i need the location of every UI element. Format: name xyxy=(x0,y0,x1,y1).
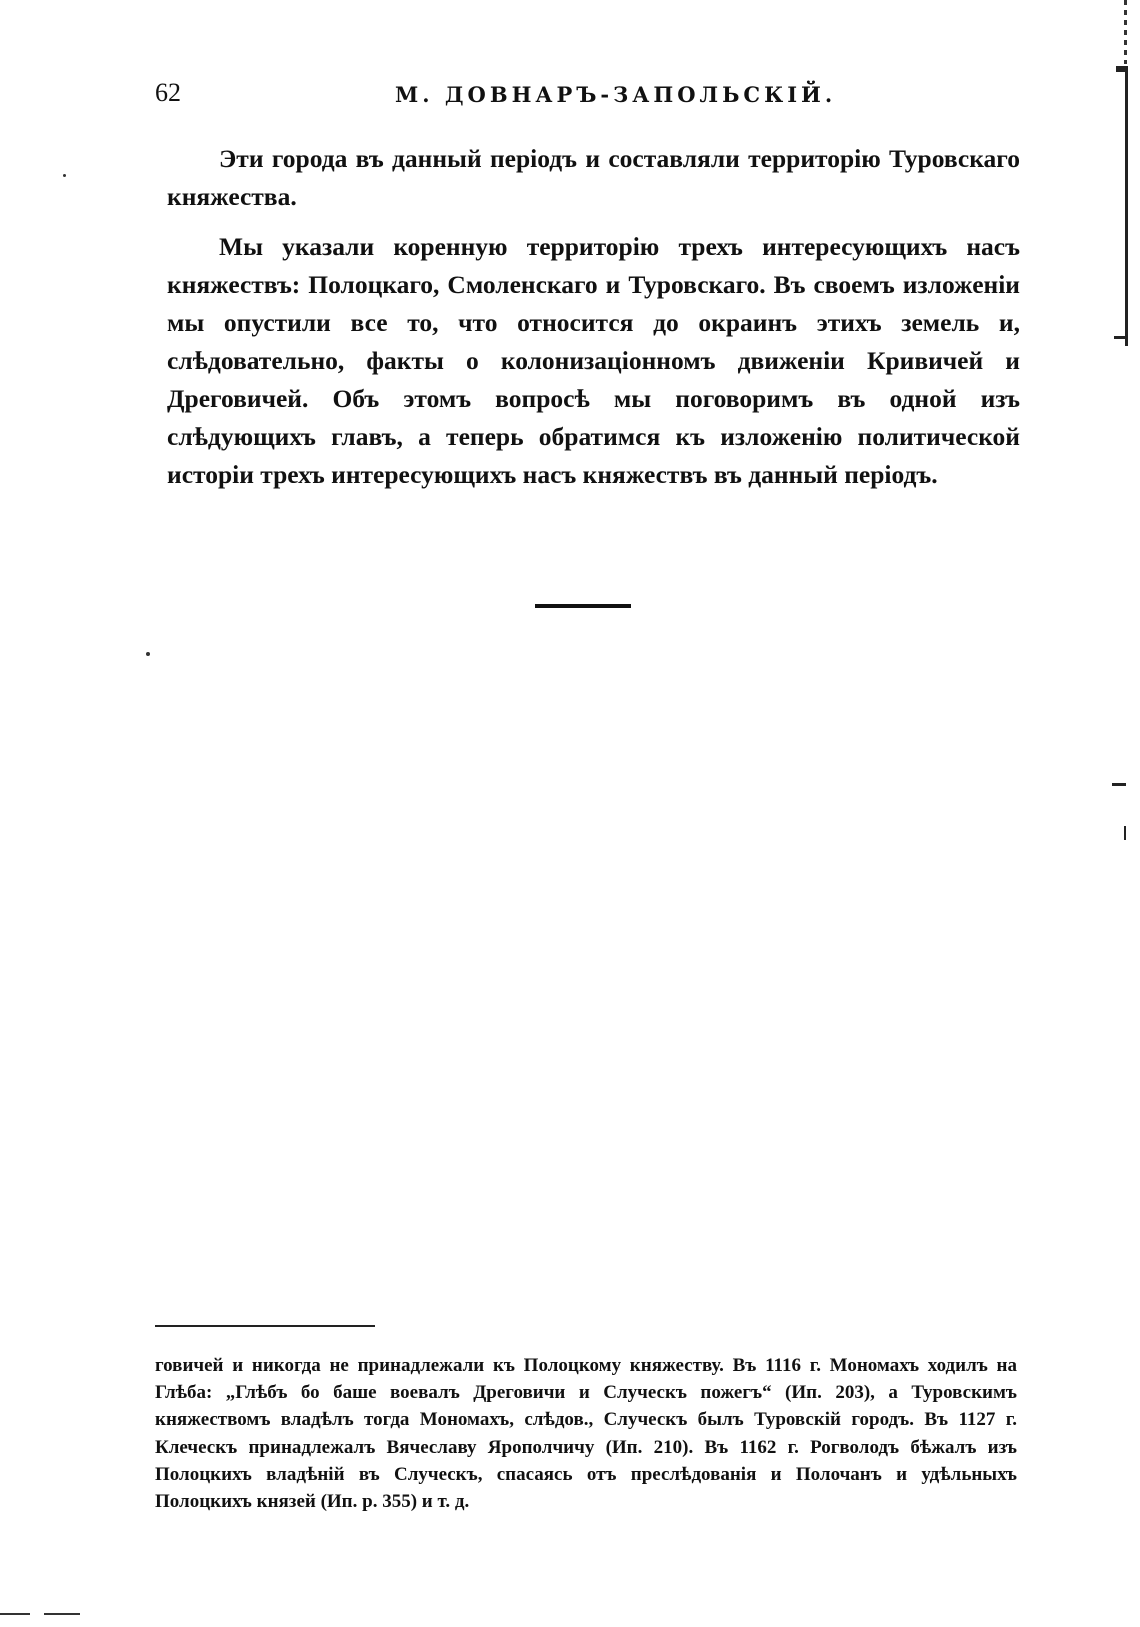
page-number: 62 xyxy=(155,78,181,107)
section-divider xyxy=(535,604,631,608)
scan-binding-tick-bottom xyxy=(1124,826,1126,840)
scan-binding-tick-low xyxy=(1112,783,1126,786)
paragraph-1: Эти города въ данный періодъ и составляли территорію Туровскаго княжества. xyxy=(167,144,1020,211)
scan-binding-line xyxy=(1125,66,1128,346)
page-header xyxy=(155,78,1015,114)
main-text xyxy=(167,140,1020,494)
footnote: говичей и никогда не принадлежали къ Полоцкому княжеству. Въ 1116 г. Мономахъ ходилъ на Глѣба: „Глѣбъ бо баше воевалъ Дреговичи и Случескъ пожегъ“ (Ип. 203), а Туровскимъ княжествомъ владѣлъ тогда Мономахъ, слѣдов., Случескъ былъ Туровскій городъ. Въ 1127 г. Клеческъ принадлежалъ Вячеславу Ярополчичу (Ип. 210). Въ 1162 г. Рогволодъ бѣжалъ изъ Полоцкихъ владѣній въ Случескъ, спасаясь отъ преслѣдованія и Полочанъ и удѣльныхъ Полоцкихъ князей (Ип. р. 355) и т. д. xyxy=(155,1355,1017,1513)
scan-stray-dot-1 xyxy=(63,174,66,177)
scan-binding-dots xyxy=(1124,0,1127,64)
paragraph-2: Мы указали коренную территорію трехъ интересующихъ насъ княжествъ: Полоцкаго, Смоленскаго и Туровскаго. Въ своемъ изложеніи мы опустили все то, что относится до окраинъ этихъ земель и, слѣдовательно, факты о колонизаціонномъ движеніи Кривичей и Дреговичей. Объ этомъ вопросѣ мы поговоримъ въ одной изъ слѣдующихъ главъ, а теперь обратимся къ изложенію политической исторіи трехъ интересующихъ насъ княжествъ въ данный періодъ. xyxy=(167,232,1020,489)
footnote-separator xyxy=(155,1325,375,1327)
scan-corner-mark xyxy=(0,1613,80,1615)
scan-binding-tick-top xyxy=(1116,66,1126,72)
scan-stray-dot-2 xyxy=(146,652,150,656)
running-title: М. ДОВНАРЪ-ЗАПОЛЬСКІЙ. xyxy=(395,82,837,107)
scan-binding-tick-mid xyxy=(1114,336,1126,339)
